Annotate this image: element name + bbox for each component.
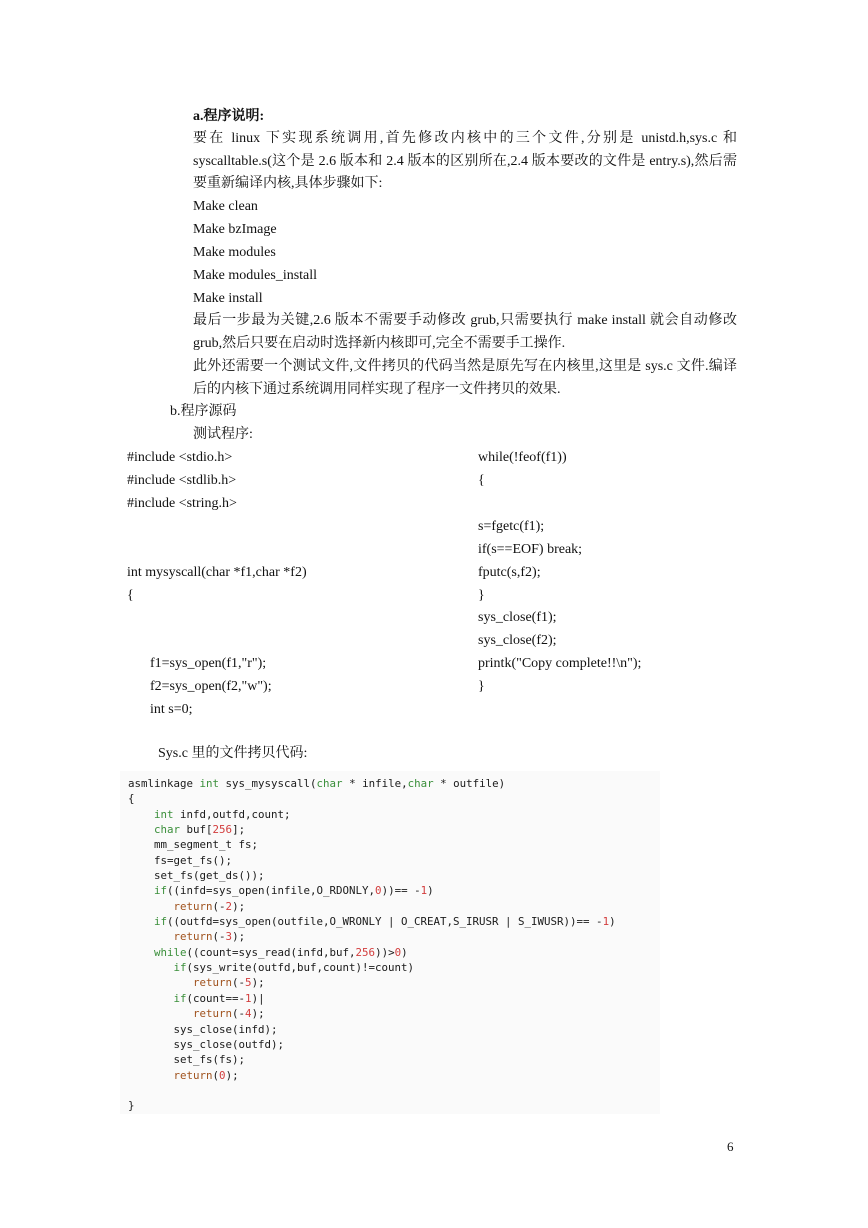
- code-screenshot-line: }: [128, 1099, 135, 1113]
- code-screenshot-line: return(-5);: [193, 976, 265, 990]
- code-screenshot-line: if((outfd=sys_open(outfile,O_WRONLY | O_CREAT,S_IRUSR | S_IWUSR))== -1): [154, 915, 616, 929]
- build-step: Make clean: [193, 199, 258, 214]
- code-line: #include <stdlib.h>: [127, 473, 237, 488]
- code-screenshot-line: if((infd=sys_open(infile,O_RDONLY,0))== -1): [154, 884, 434, 898]
- code-line: f1=sys_open(f1,"r");: [150, 656, 267, 671]
- code-line: fputc(s,f2);: [478, 565, 541, 580]
- code-line: int mysyscall(char *f1,char *f2): [127, 565, 307, 580]
- code-screenshot-line: if(count==-1)|: [173, 991, 265, 1005]
- code-screenshot-line: int infd,outfd,count;: [154, 807, 291, 821]
- section-b-heading: b.程序源码: [170, 404, 237, 419]
- section-a-paragraph-1: 要在 linux 下实现系统调用,首先修改内核中的三个文件,分别是 unistd.h,sys.c 和 syscalltable.s(这个是 2.6 版本和 2.4 版本的区别所在,2.4 版本要改的文件是 entry.s),然后需要重新编译内核,具体步骤如下:: [193, 131, 737, 191]
- test-program-label: 测试程序:: [193, 427, 253, 442]
- code-screenshot-text: [128, 776, 616, 1114]
- code-line: printk("Copy complete!!\n");: [478, 656, 642, 671]
- section-a-paragraph-2: 最后一步最为关键,2.6 版本不需要手动修改 grub,只需要执行 make install 就会自动修改 grub,然后只要在启动时选择新内核即可,完全不需要手工操作.: [193, 313, 737, 351]
- build-step: Make install: [193, 291, 263, 306]
- code-line: }: [478, 679, 485, 694]
- code-line: sys_close(f1);: [478, 610, 557, 625]
- code-line: f2=sys_open(f2,"w");: [150, 679, 272, 694]
- code-screenshot-line: asmlinkage int sys_mysyscall(char * infile,char * outfile): [128, 777, 506, 790]
- code-screenshot-line: return(-3);: [173, 930, 246, 944]
- code-screenshot-line: return(0);: [173, 1068, 239, 1082]
- page-number: 6: [727, 1139, 734, 1154]
- code-screenshot-line: sys_close(infd);: [128, 1022, 278, 1036]
- code-screenshot-line: set_fs(get_ds());: [128, 869, 265, 883]
- code-screenshot-line: return(-4);: [193, 1007, 265, 1021]
- code-screenshot-line: if(sys_write(outfd,buf,count)!=count): [173, 961, 415, 975]
- code-screenshot-line: mm_segment_t fs;: [128, 838, 259, 852]
- section-a-paragraph-3: 此外还需要一个测试文件,文件拷贝的代码当然是原先写在内核里,这里是 sys.c 文件.编译后的内核下通过系统调用同样实现了程序一文件拷贝的效果.: [193, 359, 737, 397]
- code-line: #include <string.h>: [127, 496, 237, 511]
- code-screenshot-line: [128, 1083, 616, 1098]
- section-a-heading: a.程序说明:: [193, 109, 265, 124]
- code-line: int s=0;: [150, 702, 193, 717]
- code-line: {: [127, 588, 134, 603]
- code-line: if(s==EOF) break;: [478, 542, 583, 557]
- code-screenshot-line: {: [128, 792, 135, 806]
- code-line: {: [478, 473, 485, 488]
- code-screenshot-line: return(-2);: [173, 899, 246, 913]
- code-screenshot-line: sys_close(outfd);: [128, 1037, 285, 1051]
- code-screenshot-line: fs=get_fs();: [128, 853, 233, 867]
- build-step: Make bzImage: [193, 222, 277, 237]
- sysc-code-label: Sys.c 里的文件拷贝代码:: [158, 746, 308, 761]
- code-line: s=fgetc(f1);: [478, 519, 545, 534]
- build-step: Make modules_install: [193, 268, 318, 283]
- build-step: Make modules: [193, 245, 276, 260]
- code-line: }: [478, 588, 485, 603]
- code-screenshot-line: char buf[256];: [154, 823, 246, 837]
- code-line: while(!feof(f1)): [478, 450, 567, 465]
- code-screenshot-line: set_fs(fs);: [128, 1053, 246, 1067]
- code-line: sys_close(f2);: [478, 633, 557, 648]
- code-screenshot-line: while((count=sys_read(infd,buf,256))>0): [154, 945, 408, 959]
- code-line: #include <stdio.h>: [127, 450, 233, 465]
